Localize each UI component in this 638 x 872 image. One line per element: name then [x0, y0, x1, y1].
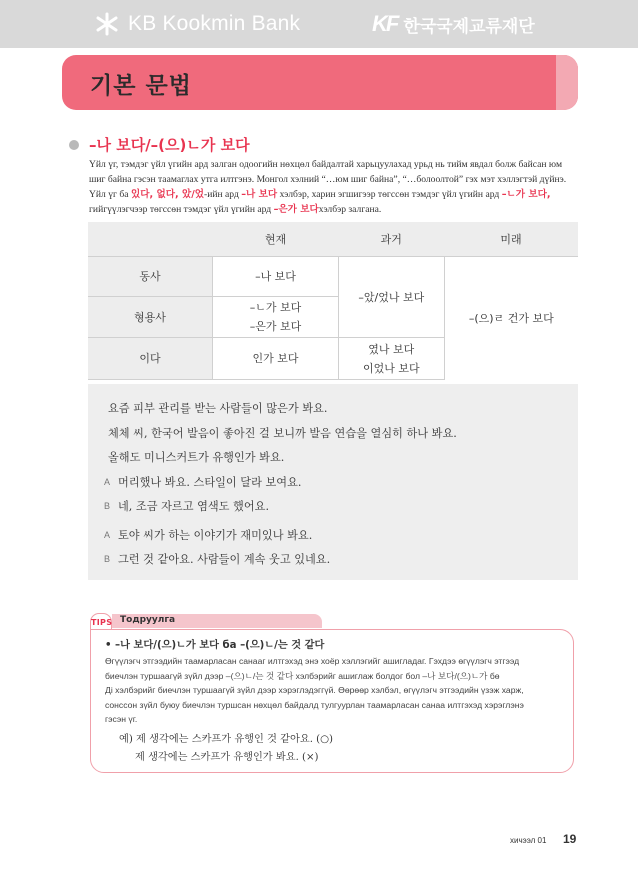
explain-text: -ийн ард	[204, 189, 239, 200]
explain-text: Үйл үг ба	[89, 189, 129, 200]
tips-heading: • –나 보다/(으)ㄴ가 보다 ба –(으)ㄴ/는 것 같다	[105, 640, 325, 651]
explain-highlight: –나 보다	[241, 189, 278, 200]
page-number: 19	[563, 832, 577, 846]
kb-logo	[92, 10, 300, 38]
explain-text: хэлбэр залгана.	[318, 204, 382, 215]
kb-logo-text: KB Kookmin Bank	[128, 12, 301, 35]
grammar-title: –나 보다/–(으)ㄴ가 보다	[89, 136, 250, 154]
explain-highlight: –ㄴ가 보다,	[501, 189, 551, 200]
example-sentence: 올해도 미니스커트가 유행인가 봐요.	[108, 451, 285, 464]
top-banner	[0, 0, 638, 48]
tips-body	[105, 654, 567, 727]
kb-star-icon	[92, 11, 122, 37]
example-sentence: 체체 씨, 한국어 발음이 좋아진 걸 보니까 발음 연습을 열심히 하나 봐요.	[108, 427, 457, 440]
row-label: 형용사	[88, 297, 213, 338]
explain-text: хэлбэр, харин эгшигээр төгссөн тэмдэг үйл үгийн ард	[279, 189, 500, 200]
dialog-line: 네, 조금 자르고 염색도 했어요.	[118, 500, 270, 513]
explain-line: шиг байна гэсэн таамаглах утга илтгэнэ. Монгол хэлний “…юм шиг байна”, “…болоолтой” гэх мэт хэллэгтэй дүйнэ.	[89, 174, 567, 185]
explain-highlight: –은가 보다	[273, 204, 319, 215]
table-row	[88, 257, 578, 297]
explain-text: гийгүүлэгчээр төгссөн тэмдэг үйл үгийн ард	[89, 204, 272, 215]
kf-logo	[372, 10, 535, 38]
kf-name: 한국국제교류재단	[403, 16, 535, 37]
speaker-label: A	[104, 530, 111, 540]
grammar-bullet	[69, 140, 79, 150]
cell-line: –ㄴ가 보다	[249, 301, 302, 314]
tips-example: 예) 제 생각에는 스카프가 유행인 것 같아요. (○)	[119, 734, 334, 745]
explain-line: Үйл үг, тэмдэг үйл үгийн ард залган одоогийн нөхцөл байдалтай харьцуулахад урьд нь тийм явдал болж байсан юм	[89, 159, 563, 170]
table-cell: 인가 보다	[213, 338, 339, 380]
row-label: 이다	[88, 338, 213, 380]
kf-logo-mark: KF	[372, 11, 398, 36]
tips-body-line: Өгүүлэгч этгээдийн таамарласан санааг илтгэхэд энэ хоёр хэллэгийг ашигладаг. Гэхдээ өгүүлэгч этгээд	[105, 656, 520, 666]
grammar-explanation	[89, 157, 579, 217]
dialog-line: 머리했나 봐요. 스타일이 달라 보여요.	[118, 476, 302, 489]
table-header-cell	[88, 222, 213, 257]
conjugation-table	[88, 222, 578, 380]
table-header-cell: 과거	[339, 222, 445, 257]
speaker-label: B	[104, 554, 111, 564]
tips-example: 제 생각에는 스카프가 유행인가 봐요. (×)	[135, 752, 319, 763]
dialog-line: 토야 씨가 하는 이야기가 재미있나 봐요.	[118, 529, 313, 542]
section-header-fold	[556, 55, 578, 110]
tips-body-line: биечлэн туршаагүй зүйл дээр –(으)ㄴ/는 것 같다 хэлбэрийг ашиглаж болдог бол –나 보다/(으)ㄴ가 бө	[105, 670, 500, 681]
table-cell: –나 보다	[213, 257, 339, 297]
table-header-cell: 미래	[444, 222, 578, 257]
tips-box	[90, 629, 574, 773]
table-header-cell: 현재	[213, 222, 339, 257]
speaker-label: B	[104, 501, 111, 511]
table-cell: –(으)ㄹ 건가 보다	[444, 257, 578, 380]
tips-badge: TIPS	[90, 613, 112, 632]
section-header	[62, 55, 578, 110]
table-header-row	[88, 222, 578, 257]
explain-line	[89, 187, 579, 202]
tips-label: Тодруулга	[120, 615, 176, 625]
table-cell	[213, 297, 339, 338]
example-sentence: 요즘 피부 관리를 받는 사람들이 많은가 봐요.	[108, 402, 328, 415]
footer-chapter: хичээл 01	[510, 836, 547, 845]
examples-box	[88, 384, 578, 580]
tips-body-line: сонссон зүйл буюу биечлэн туршсан нөхцөл байдалд тулгуурлан таамарласан санаа илтгэхэд хэрэглэнэ	[105, 699, 524, 710]
row-label: 동사	[88, 257, 213, 297]
cell-line: 였나 보다	[368, 342, 415, 356]
speaker-label: A	[104, 477, 111, 487]
section-title: 기본 문법	[90, 73, 192, 99]
table-cell: –았/었나 보다	[339, 257, 445, 338]
cell-line: 이었나 보다	[362, 361, 420, 375]
explain-line	[89, 202, 579, 217]
tips-body-line: гэсэн үг.	[105, 714, 138, 724]
cell-line: –은가 보다	[249, 320, 302, 333]
dialog-line: 그런 것 같아요. 사람들이 계속 웃고 있네요.	[118, 553, 331, 566]
table-cell	[339, 338, 445, 380]
tips-body-line: Ді хэлбэрийг биечлэн туршаагүй зүйл дээр хэрэглэдэггүй. Өөрөөр хэлбэл, өгүүлэгч этгээдийн үзэж харж,	[105, 685, 524, 695]
explain-highlight: 있다, 없다, 았/었	[130, 189, 205, 200]
